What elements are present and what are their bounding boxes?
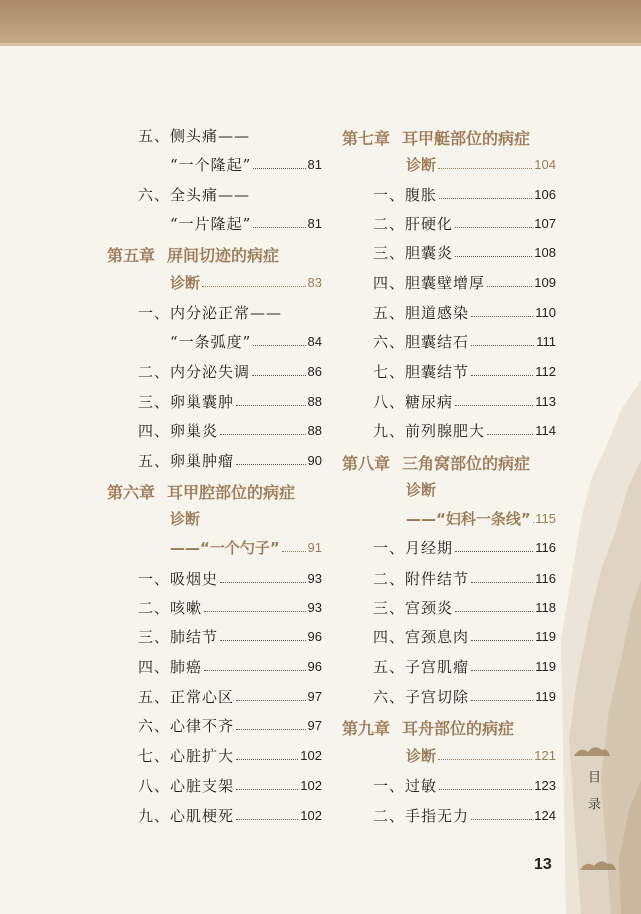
dot-leader <box>253 227 305 228</box>
chapter-title: 耳甲腔部位的病症 <box>167 483 296 502</box>
toc-page-number: 116 <box>535 570 556 586</box>
toc-entry[interactable] <box>138 360 322 382</box>
toc-entry-title: 二、肝硬化 <box>373 214 454 233</box>
toc-entry-title: 诊断 <box>406 155 437 174</box>
toc-page-number: 102 <box>300 747 322 763</box>
dot-leader <box>282 551 306 552</box>
toc-page-number: 106 <box>534 186 556 202</box>
toc-entry[interactable] <box>138 714 322 736</box>
toc-entry-title: “一片隆起” <box>170 214 252 233</box>
cloud-ornament-icon <box>578 856 618 874</box>
toc-entry-title: 五、卵巢肿瘤 <box>138 451 235 470</box>
toc-entry[interactable] <box>373 567 556 589</box>
chapter-label: 第五章 <box>107 246 156 265</box>
dot-leader <box>533 522 534 523</box>
toc-entry-title: 一、吸烟史 <box>138 569 219 588</box>
toc-page-number: 93 <box>307 570 322 586</box>
toc-entry[interactable] <box>373 390 556 412</box>
toc-entry-title: 八、糖尿病 <box>373 392 454 411</box>
toc-entry-title: 六、心律不齐 <box>138 716 235 735</box>
toc-entry[interactable] <box>138 301 282 323</box>
toc-entry[interactable] <box>373 360 556 382</box>
dot-leader <box>455 405 533 406</box>
chapter-title: 三角窝部位的病症 <box>402 454 531 473</box>
page-number: 13 <box>534 856 552 873</box>
toc-entry[interactable] <box>373 330 556 352</box>
chapter-heading[interactable] <box>342 451 530 474</box>
dot-leader <box>236 759 298 760</box>
chapter-label: 第九章 <box>342 719 391 738</box>
toc-page-number: 123 <box>534 777 556 793</box>
dot-leader <box>471 640 533 641</box>
dot-leader <box>252 375 306 376</box>
toc-entry-title: ——“妇科一条线” <box>406 509 531 528</box>
chapter-title: 屏间切迹的病症 <box>167 246 280 265</box>
toc-page-number: 102 <box>300 807 322 823</box>
toc-entry[interactable] <box>138 774 322 796</box>
toc-entry[interactable] <box>138 449 322 471</box>
dot-leader <box>455 227 532 228</box>
toc-page-number: 115 <box>535 510 556 526</box>
toc-entry[interactable] <box>373 536 556 558</box>
toc-page-number: 104 <box>534 156 556 172</box>
chapter-label: 第八章 <box>342 454 391 473</box>
toc-entry-title: 二、附件结节 <box>373 569 470 588</box>
dot-leader <box>253 345 305 346</box>
chapter-heading-continuation[interactable] <box>406 507 556 529</box>
dot-leader <box>220 582 306 583</box>
dot-leader <box>471 345 534 346</box>
toc-page-number: 119 <box>535 688 556 704</box>
chapter-heading[interactable] <box>342 716 514 739</box>
chapter-heading-continuation[interactable] <box>170 536 322 558</box>
toc-entry[interactable] <box>373 212 556 234</box>
toc-page-number: 118 <box>535 599 556 615</box>
toc-entry-title: 五、胆道感染 <box>373 303 470 322</box>
toc-page-number: 108 <box>534 244 556 260</box>
dot-leader <box>471 375 533 376</box>
toc-page-number: 107 <box>534 215 556 231</box>
chapter-heading[interactable] <box>107 480 295 503</box>
toc-entry[interactable] <box>373 596 556 618</box>
dot-leader <box>439 198 532 199</box>
toc-entry-title: 诊断 <box>406 746 437 765</box>
dot-leader <box>236 464 306 465</box>
toc-page-number: 84 <box>307 333 322 349</box>
toc-entry-title: 一、内分泌正常—— <box>138 303 283 322</box>
toc-entry-title: 诊断 <box>170 273 201 292</box>
toc-entry-title: ——“一个勺子” <box>170 538 280 557</box>
toc-entry-title: 一、月经期 <box>373 538 454 557</box>
toc-page-number: 112 <box>535 363 556 379</box>
toc-entry-title: 诊断 <box>170 509 201 528</box>
toc-entry-title: 三、卵巢囊肿 <box>138 392 235 411</box>
toc-entry[interactable] <box>373 301 556 323</box>
dot-leader <box>438 168 532 169</box>
toc-entry[interactable] <box>138 804 322 826</box>
toc-page-number: 88 <box>307 422 322 438</box>
toc-page-number: 97 <box>307 717 322 733</box>
toc-entry-title: 五、正常心区 <box>138 687 235 706</box>
toc-page-number: 109 <box>534 274 556 290</box>
toc-entry-title: 四、宫颈息肉 <box>373 627 470 646</box>
toc-entry-title: 六、子宫切除 <box>373 687 470 706</box>
toc-entry[interactable] <box>373 241 556 263</box>
dot-leader <box>236 819 298 820</box>
dot-leader <box>487 286 532 287</box>
toc-entry-title: 六、胆囊结石 <box>373 332 470 351</box>
toc-entry-title: 四、卵巢炎 <box>138 421 219 440</box>
dot-leader <box>455 256 532 257</box>
toc-entry-title: 四、肺癌 <box>138 657 203 676</box>
chapter-label: 第七章 <box>342 129 391 148</box>
chapter-heading-continuation[interactable] <box>170 507 200 529</box>
toc-entry[interactable] <box>170 212 322 234</box>
toc-entry[interactable] <box>373 271 556 293</box>
chapter-heading[interactable] <box>342 126 530 149</box>
dot-leader <box>202 286 306 287</box>
dot-leader <box>487 434 533 435</box>
toc-page-number: 96 <box>307 658 322 674</box>
toc-page-number: 111 <box>536 333 556 349</box>
toc-page-number: 91 <box>307 539 322 555</box>
toc-entry[interactable] <box>138 685 322 707</box>
toc-page-number: 90 <box>307 452 322 468</box>
toc-entry-title: 四、胆囊壁增厚 <box>373 273 486 292</box>
toc-entry-title: “一条弧度” <box>170 332 252 351</box>
toc-page-number: 114 <box>535 422 556 438</box>
dot-leader <box>471 700 533 701</box>
toc-entry[interactable] <box>373 625 556 647</box>
toc-entry-title: 七、心脏扩大 <box>138 746 235 765</box>
toc-entry-title: 二、咳嗽 <box>138 598 203 617</box>
toc-entry[interactable] <box>373 804 556 826</box>
cloud-ornament-icon <box>572 742 612 760</box>
toc-page-number: 97 <box>307 688 322 704</box>
toc-entry-title: 九、心肌梗死 <box>138 806 235 825</box>
dot-leader <box>471 582 533 583</box>
toc-entry-title: 二、内分泌失调 <box>138 362 251 381</box>
chapter-heading-continuation[interactable] <box>406 744 556 766</box>
dot-leader <box>455 551 533 552</box>
toc-page-number: 113 <box>535 393 556 409</box>
toc-entry-title: 三、胆囊炎 <box>373 243 454 262</box>
toc-page-number: 119 <box>535 658 556 674</box>
toc-entry-title: 三、宫颈炎 <box>373 598 454 617</box>
toc-entry-title: 五、侧头痛—— <box>138 126 251 145</box>
chapter-label: 第六章 <box>107 483 156 502</box>
toc-entry[interactable] <box>138 124 250 146</box>
toc-entry[interactable] <box>373 419 556 441</box>
toc-entry-title: 二、手指无力 <box>373 806 470 825</box>
dot-leader <box>455 611 533 612</box>
toc-entry-title: “一个隆起” <box>170 155 252 174</box>
toc-entry-title: 一、腹胀 <box>373 185 438 204</box>
dot-leader <box>236 789 298 790</box>
toc-entry-title: 六、全头痛—— <box>138 185 251 204</box>
dot-leader <box>204 611 306 612</box>
dot-leader <box>471 316 533 317</box>
toc-page-number: 119 <box>535 628 556 644</box>
dot-leader <box>471 819 532 820</box>
chapter-title: 耳甲艇部位的病症 <box>402 129 531 148</box>
toc-entry-title: 九、前列腺肥大 <box>373 421 486 440</box>
side-tab-label: 目录 <box>585 770 600 824</box>
chapter-heading-continuation[interactable] <box>170 271 322 293</box>
dot-leader <box>471 670 533 671</box>
toc-entry-title: 三、肺结节 <box>138 627 219 646</box>
toc-entry[interactable] <box>170 153 322 175</box>
toc-page-number: 124 <box>534 807 556 823</box>
toc-entry[interactable] <box>138 655 322 677</box>
toc-entry[interactable] <box>138 596 322 618</box>
chapter-title: 耳舟部位的病症 <box>402 719 515 738</box>
dot-leader <box>204 670 306 671</box>
toc-entry[interactable] <box>138 390 322 412</box>
toc-page-number: 116 <box>535 539 556 555</box>
chapter-heading-continuation[interactable] <box>406 478 436 500</box>
toc-page-number: 110 <box>535 304 556 320</box>
toc-entry[interactable] <box>373 655 556 677</box>
toc-entry[interactable] <box>138 567 322 589</box>
dot-leader <box>438 759 532 760</box>
toc-page-number: 81 <box>307 156 322 172</box>
toc-entry[interactable] <box>138 744 322 766</box>
toc-page-number: 93 <box>307 599 322 615</box>
dot-leader <box>236 700 306 701</box>
toc-page-number: 96 <box>307 628 322 644</box>
chapter-heading[interactable] <box>107 243 279 266</box>
toc-entry-title: 八、心脏支架 <box>138 776 235 795</box>
toc-entry-title: 诊断 <box>406 480 437 499</box>
toc-entry[interactable] <box>373 183 556 205</box>
dot-leader <box>439 789 532 790</box>
dot-leader <box>220 434 306 435</box>
toc-page-number: 121 <box>534 747 556 763</box>
toc-entry[interactable] <box>170 330 322 352</box>
toc-entry[interactable] <box>138 625 322 647</box>
toc-page-number: 81 <box>307 215 322 231</box>
toc-entry-title: 五、子宫肌瘤 <box>373 657 470 676</box>
dot-leader <box>236 405 306 406</box>
toc-page-number: 86 <box>307 363 322 379</box>
toc-page-number: 102 <box>300 777 322 793</box>
toc-page-number: 88 <box>307 393 322 409</box>
toc-page-number: 83 <box>307 274 322 290</box>
toc-entry[interactable] <box>373 685 556 707</box>
dot-leader <box>236 729 306 730</box>
chapter-heading-continuation[interactable] <box>406 153 556 175</box>
toc-entry[interactable] <box>138 183 250 205</box>
dot-leader <box>253 168 305 169</box>
toc-entry[interactable] <box>373 774 556 796</box>
toc-entry-title: 一、过敏 <box>373 776 438 795</box>
toc-entry[interactable] <box>138 419 322 441</box>
toc-entry-title: 七、胆囊结节 <box>373 362 470 381</box>
dot-leader <box>220 640 306 641</box>
